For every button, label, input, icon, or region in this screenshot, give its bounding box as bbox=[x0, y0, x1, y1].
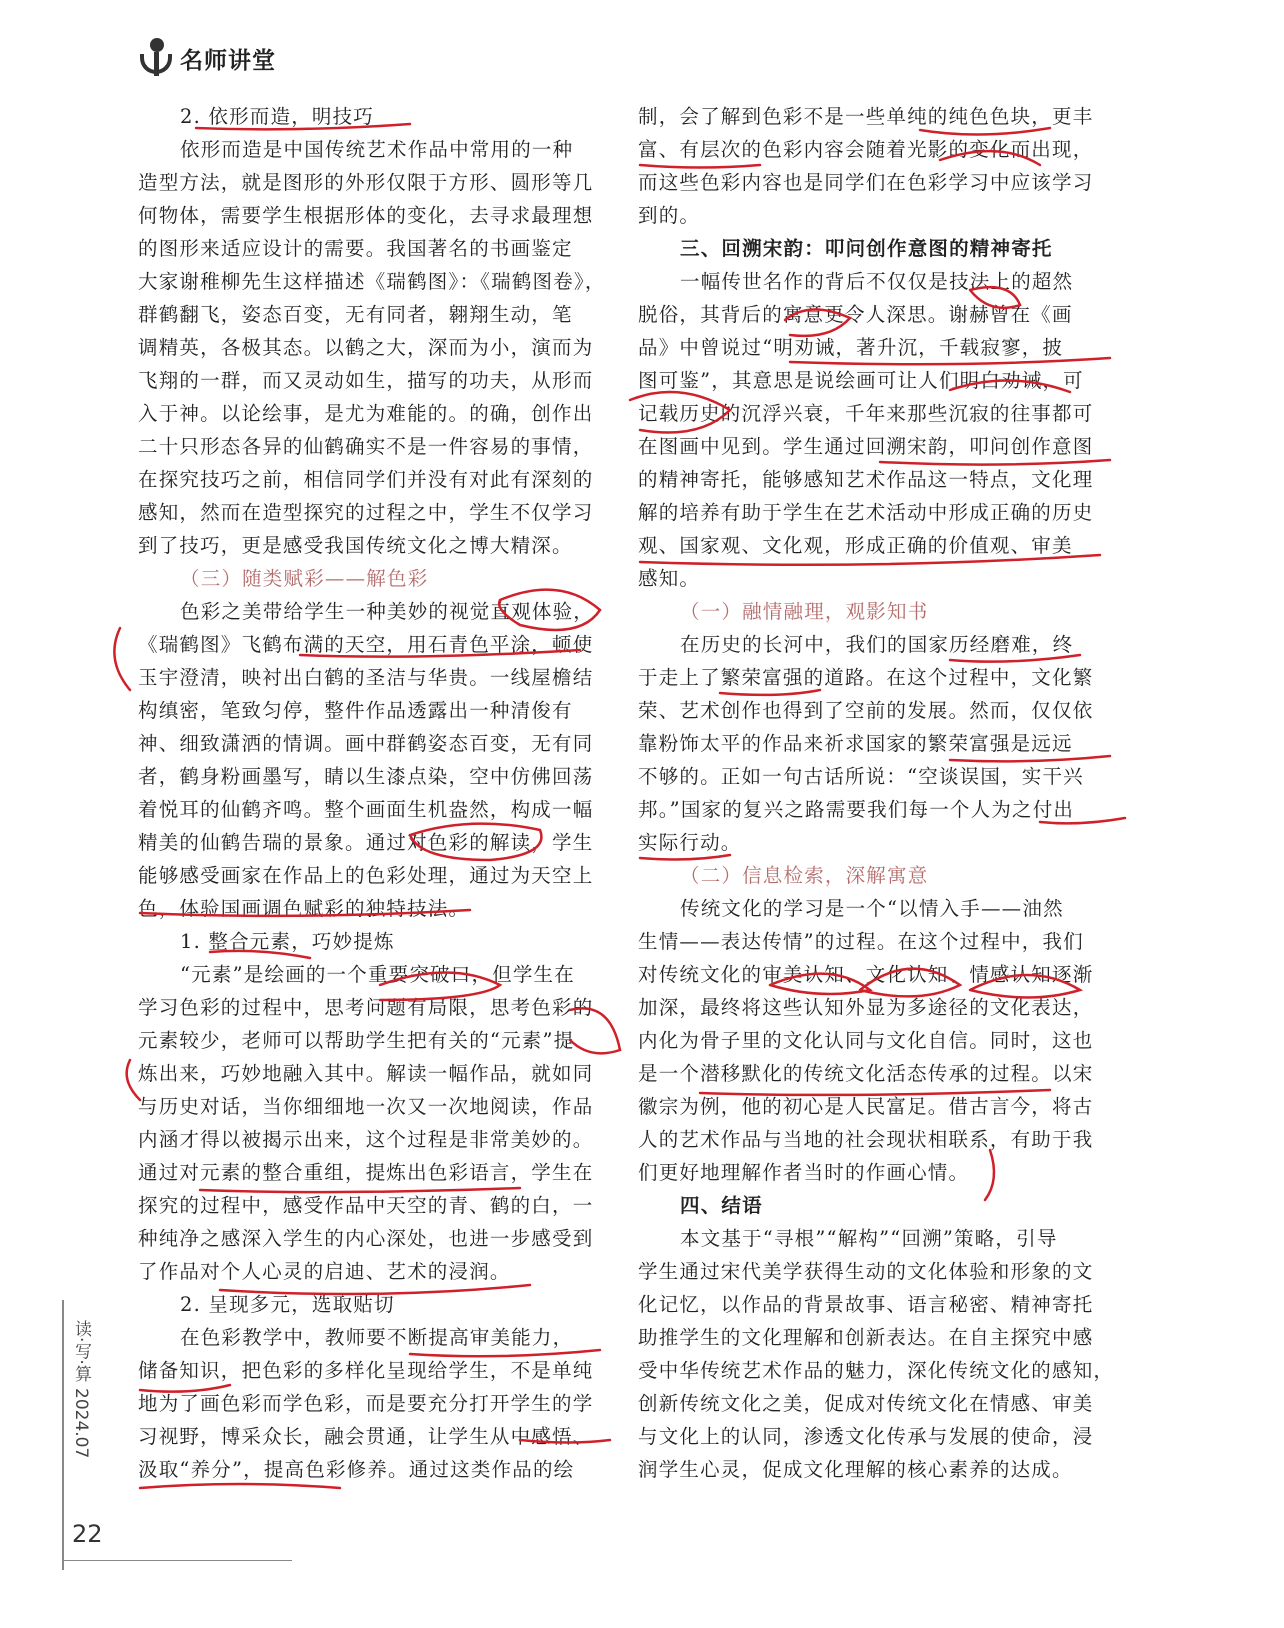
text-line: 邦。”国家的复兴之路需要我们每一个人为之付出 bbox=[638, 798, 1075, 821]
text-line: 荣、艺术创作也得到了空前的发展。然而，仅仅依 bbox=[638, 699, 1094, 722]
text-line: 感知，然而在造型探究的过程之中，学生不仅学习 bbox=[138, 501, 594, 524]
text-line: 了作品对个人心灵的启迪、艺术的浸润。 bbox=[138, 1260, 511, 1283]
journal-sidebar bbox=[66, 1320, 96, 1458]
text-line: 炼出来，巧妙地融入其中。解读一幅作品，就如同 bbox=[138, 1062, 594, 1085]
text-line: 的图形来适应设计的需要。我国著名的书画鉴定 bbox=[138, 237, 573, 260]
text-line: 构缜密，笔致匀停，整件作品透露出一种清俊有 bbox=[138, 699, 573, 722]
text-line: 种纯净之感深入学生的内心深处，也进一步感受到 bbox=[138, 1227, 594, 1250]
text-line: 的精神寄托，能够感知艺术作品这一特点，文化理 bbox=[638, 468, 1094, 491]
text-line: （二）信息检索，深解寓意 bbox=[680, 864, 929, 887]
text-line: 本文基于“寻根”“解构”“回溯”策略，引导 bbox=[680, 1227, 1058, 1250]
text-line: 通过对元素的整合重组，提炼出色彩语言，学生在 bbox=[138, 1161, 594, 1184]
text-line: 在历史的长河中，我们的国家历经磨难，终 bbox=[680, 633, 1074, 656]
text-line: 探究的过程中，感受作品中天空的青、鹤的白，一 bbox=[138, 1194, 594, 1217]
right-text-column bbox=[638, 100, 1113, 1486]
text-line: 人的艺术作品与当地的社会现状相联系，有助于我 bbox=[638, 1128, 1094, 1151]
text-line: 四、结语 bbox=[680, 1194, 763, 1217]
text-line: 习视野，博采众长，融会贯通，让学生从中感悟、 bbox=[138, 1425, 594, 1448]
text-line: 富、有层次的色彩内容会随着光影的变化而出现， bbox=[638, 138, 1094, 161]
text-line: 们更好地理解作者当时的作画心情。 bbox=[638, 1161, 970, 1184]
text-line: 玉宇澄清，映衬出白鹤的圣洁与华贵。一线屋檐结 bbox=[138, 666, 594, 689]
text-line: 而这些色彩内容也是同学们在色彩学习中应该学习 bbox=[638, 171, 1094, 194]
text-line: 群鹤翻飞，姿态百变，无有同者，翱翔生动，笔 bbox=[138, 303, 573, 326]
text-line: 化记忆，以作品的背景故事、语言秘密、精神寄托 bbox=[638, 1293, 1094, 1316]
section-title: 名师讲堂 bbox=[180, 47, 276, 74]
text-line: 对传统文化的审美认知、文化认知、情感认知逐渐 bbox=[638, 963, 1094, 986]
text-line: 图可鉴”，其意思是说绘画可让人们明白劝诫，可 bbox=[638, 369, 1084, 392]
text-line: 感知。 bbox=[638, 567, 701, 590]
text-line: 精美的仙鹤告瑞的景象。通过对色彩的解读，学生 bbox=[138, 831, 594, 854]
text-line: 神、细致潇洒的情调。画中群鹤姿态百变，无有同 bbox=[138, 732, 594, 755]
text-line: 不够的。正如一句古话所说：“空谈误国，实干兴 bbox=[638, 765, 1084, 788]
text-line: 在图画中见到。学生通过回溯宋韵，叩问创作意图 bbox=[638, 435, 1094, 458]
text-line: 何物体，需要学生根据形体的变化，去寻求最理想 bbox=[138, 204, 594, 227]
text-line: 入于神。以论绘事，是尤为难能的。的确，创作出 bbox=[138, 402, 594, 425]
left-text-column bbox=[138, 100, 613, 1486]
sidebar-divider bbox=[62, 1300, 64, 1570]
teacher-logo-icon bbox=[138, 38, 174, 78]
footer-divider bbox=[62, 1560, 292, 1561]
text-line: 着悦耳的仙鹤齐鸣。整个画面生机盎然，构成一幅 bbox=[138, 798, 594, 821]
text-line: 《瑞鹤图》飞鹤布满的天空，用石青色平涂，顿使 bbox=[138, 633, 594, 656]
text-line: （三）随类赋彩——解色彩 bbox=[180, 567, 429, 590]
page-number: 22 bbox=[72, 1520, 103, 1548]
text-line: 色，体验国画调色赋彩的独特技法。 bbox=[138, 897, 470, 920]
text-line: 2. 依形而造，明技巧 bbox=[180, 105, 375, 128]
text-line: 于走上了繁荣富强的道路。在这个过程中，文化繁 bbox=[638, 666, 1094, 689]
text-line: “元素”是绘画的一个重要突破口，但学生在 bbox=[180, 963, 575, 986]
text-line: 生情——表达传情”的过程。在这个过程中，我们 bbox=[638, 930, 1084, 953]
text-line: 创新传统文化之美，促成对传统文化在情感、审美 bbox=[638, 1392, 1094, 1415]
text-line: 脱俗，其背后的寓意更令人深思。谢赫曾在《画 bbox=[638, 303, 1073, 326]
text-line: 在色彩教学中，教师要不断提高审美能力， bbox=[180, 1326, 574, 1349]
text-line: 一幅传世名作的背后不仅仅是技法上的超然 bbox=[680, 270, 1074, 293]
text-line: 靠粉饰太平的作品来祈求国家的繁荣富强是远远 bbox=[638, 732, 1073, 755]
text-line: 记载历史的沉浮兴衰，千年来那些沉寂的往事都可 bbox=[638, 402, 1094, 425]
text-line: 学生通过宋代美学获得生动的文化体验和形象的文 bbox=[638, 1260, 1094, 1283]
text-line: 大家谢稚柳先生这样描述《瑞鹤图》：《瑞鹤图卷》， bbox=[138, 270, 606, 293]
text-line: 加深，最终将这些认知外显为多途径的文化表达， bbox=[638, 996, 1094, 1019]
text-line: 解的培养有助于学生在艺术活动中形成正确的历史 bbox=[638, 501, 1094, 524]
text-line: 能够感受画家在作品上的色彩处理，通过为天空上 bbox=[138, 864, 594, 887]
text-line: （一）融情融理，观影知书 bbox=[680, 600, 929, 623]
text-line: 传统文化的学习是一个“以情入手——油然 bbox=[680, 897, 1064, 920]
issue-date: 2024.07 bbox=[71, 1387, 91, 1459]
text-line: 学习色彩的过程中，思考问题有局限，思考色彩的 bbox=[138, 996, 594, 1019]
text-line: 1. 整合元素，巧妙提炼 bbox=[180, 930, 395, 953]
text-line: 二十只形态各异的仙鹤确实不是一件容易的事情， bbox=[138, 435, 594, 458]
text-line: 到的。 bbox=[638, 204, 701, 227]
text-line: 调精英，各极其态。以鹤之大，深而为小，演而为 bbox=[138, 336, 594, 359]
text-line: 观、国家观、文化观，形成正确的价值观、审美 bbox=[638, 534, 1073, 557]
text-line: 到了技巧，更是感受我国传统文化之博大精深。 bbox=[138, 534, 573, 557]
text-line: 者，鹤身粉画墨写，睛以生漆点染，空中仿佛回荡 bbox=[138, 765, 594, 788]
text-line: 品》中曾说过“明劝诫，著升沉，千载寂寥，披 bbox=[638, 336, 1064, 359]
text-line: 色彩之美带给学生一种美妙的视觉直观体验， bbox=[180, 600, 595, 623]
text-line: 汲取“养分”，提高色彩修养。通过这类作品的绘 bbox=[138, 1458, 575, 1481]
journal-name: 读·写·算 bbox=[71, 1320, 91, 1382]
text-line: 在探究技巧之前，相信同学们并没有对此有深刻的 bbox=[138, 468, 594, 491]
text-line: 与文化上的认同，渗透文化传承与发展的使命，浸 bbox=[638, 1425, 1094, 1448]
text-line: 内涵才得以被揭示出来，这个过程是非常美妙的。 bbox=[138, 1128, 594, 1151]
text-line: 助推学生的文化理解和创新表达。在自主探究中感 bbox=[638, 1326, 1094, 1349]
text-line: 是一个潜移默化的传统文化活态传承的过程。以宋 bbox=[638, 1062, 1094, 1085]
text-line: 润学生心灵，促成文化理解的核心素养的达成。 bbox=[638, 1458, 1073, 1481]
text-line: 与历史对话，当你细细地一次又一次地阅读，作品 bbox=[138, 1095, 594, 1118]
text-line: 受中华传统艺术作品的魅力，深化传统文化的感知， bbox=[638, 1359, 1115, 1382]
text-line: 三、回溯宋韵：叩问创作意图的精神寄托 bbox=[680, 237, 1053, 260]
text-line: 元素较少，老师可以帮助学生把有关的“元素”提 bbox=[138, 1029, 575, 1052]
text-line: 制，会了解到色彩不是一些单纯的纯色色块，更丰 bbox=[638, 105, 1094, 128]
text-line: 实际行动。 bbox=[638, 831, 742, 854]
text-line: 2. 呈现多元，选取贴切 bbox=[180, 1293, 395, 1316]
text-line: 徽宗为例，他的初心是人民富足。借古言今，将古 bbox=[638, 1095, 1094, 1118]
text-line: 造型方法，就是图形的外形仅限于方形、圆形等几 bbox=[138, 171, 594, 194]
text-line: 飞翔的一群，而又灵动如生，描写的功夫，从形而 bbox=[138, 369, 594, 392]
text-line: 地为了画色彩而学色彩，而是要充分打开学生的学 bbox=[138, 1392, 594, 1415]
text-line: 内化为骨子里的文化认同与文化自信。同时，这也 bbox=[638, 1029, 1094, 1052]
page-header bbox=[138, 38, 276, 78]
text-line: 依形而造是中国传统艺术作品中常用的一种 bbox=[180, 138, 574, 161]
text-line: 储备知识，把色彩的多样化呈现给学生，不是单纯 bbox=[138, 1359, 594, 1382]
